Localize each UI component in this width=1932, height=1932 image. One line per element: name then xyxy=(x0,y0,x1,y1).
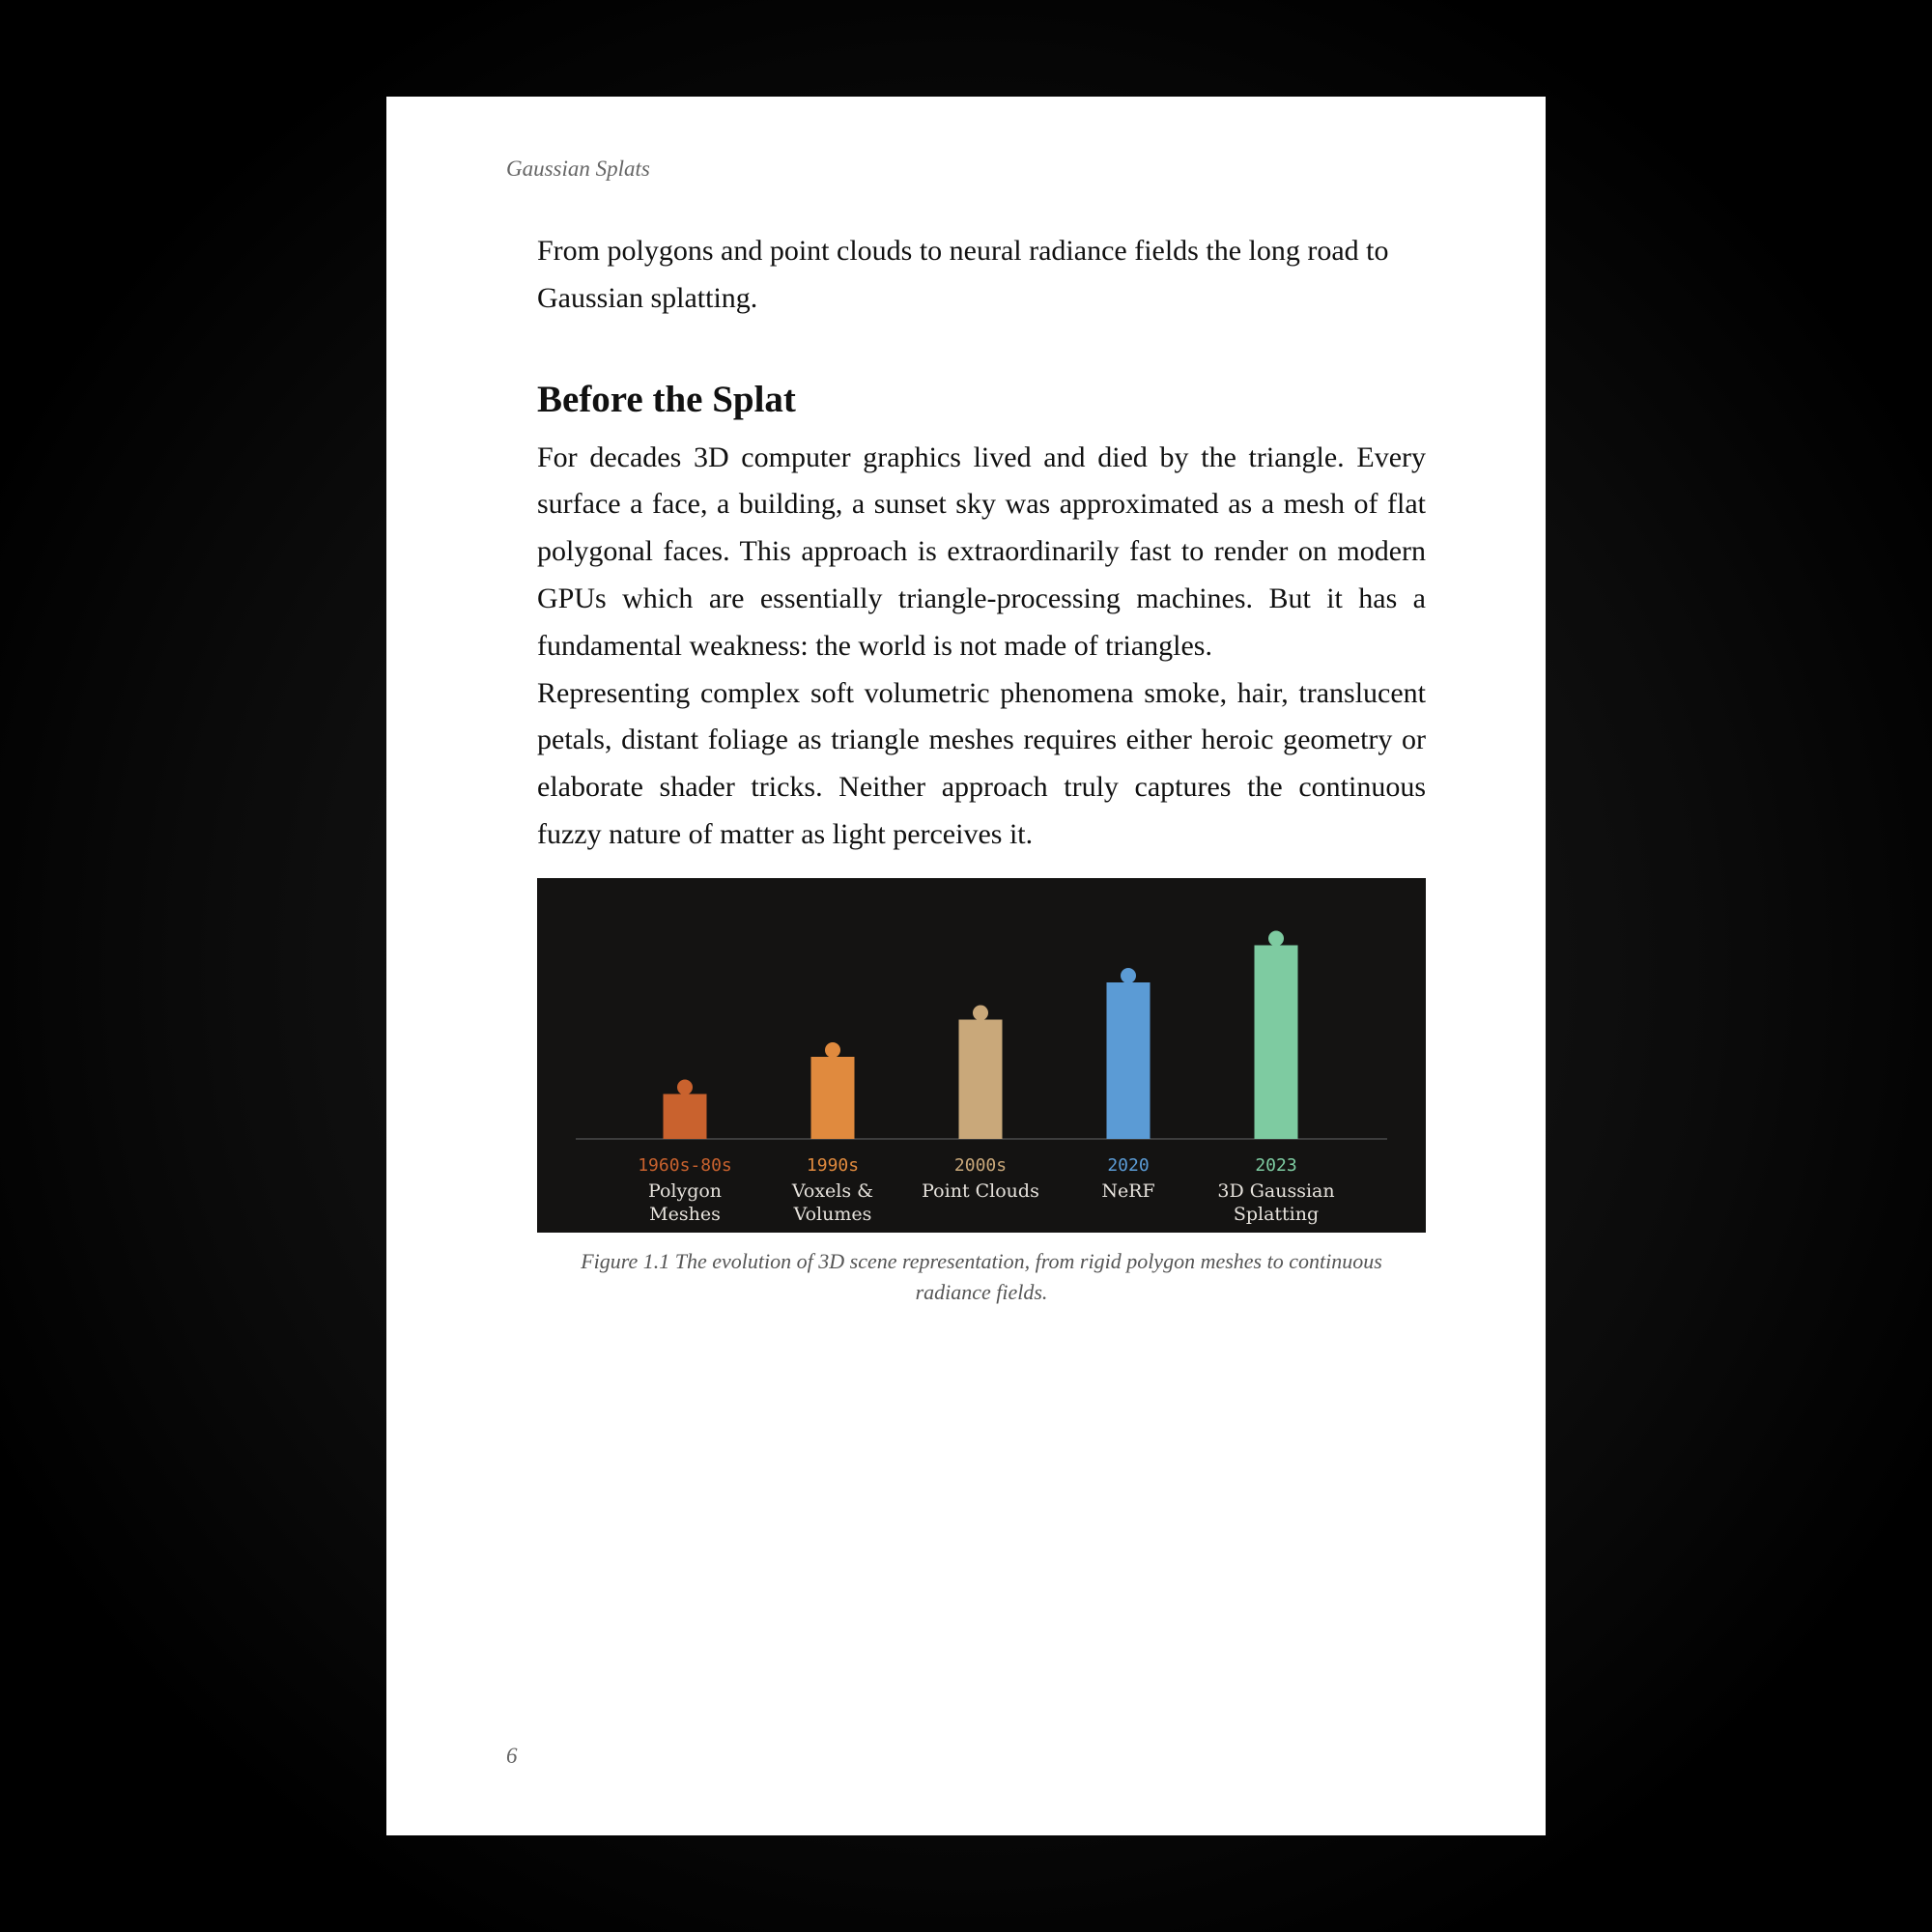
chart-tick-label: 2023 xyxy=(1255,1154,1297,1176)
chart-bar-marker xyxy=(825,1042,840,1058)
chart-canvas xyxy=(537,878,1426,1233)
figure-caption: Figure 1.1 The evolution of 3D scene representation, from rigid polygon meshes to continuous radiance fields. xyxy=(581,1248,1382,1304)
body-paragraph-2: Representing complex soft volumetric phenomena smoke, hair, translucent petals, distant foliage as triangle meshes requires either heroic geometry or elaborate shader tricks. Neither approach truly captures the continuous fuzzy nature of matter as light perceives it. xyxy=(537,676,1426,850)
intro-paragraph: From polygons and point clouds to neural radiance fields the long road to Gaussian splatting. xyxy=(537,235,1389,314)
section-heading: Before the Splat xyxy=(537,378,796,420)
chart-tick-label: 2000s xyxy=(953,1154,1008,1176)
page-content xyxy=(537,228,1426,1308)
body-paragraph-1: For decades 3D computer graphics lived and died by the triangle. Every surface a face, a building, a sunset sky was approximated as a mesh of flat polygonal faces. This approach is extraordinarily fast to render on modern GPUs which are essentially triangle-processing machines. But it has a fundamental weakness: the world is not made of triangles. xyxy=(537,440,1426,662)
chart-bar-marker xyxy=(973,1005,988,1020)
chart-tick-label: 1960s-80s xyxy=(638,1154,732,1176)
chart-category-name: Volumes xyxy=(793,1203,872,1225)
chart-category-name: Point Clouds xyxy=(922,1179,1039,1202)
chart-tick-label: 1990s xyxy=(806,1154,860,1176)
chart-bar xyxy=(811,1057,855,1139)
evolution-chart xyxy=(537,878,1426,1233)
chart-bar xyxy=(1255,945,1298,1139)
chart-bar xyxy=(1107,982,1151,1139)
chart-category-name: Voxels & xyxy=(791,1179,874,1202)
chart-category-name: NeRF xyxy=(1101,1179,1155,1202)
chart-category-name: Polygon xyxy=(647,1179,723,1202)
running-header: Gaussian Splats xyxy=(506,156,650,181)
document-page xyxy=(386,97,1546,1835)
chart-tick-label: 2020 xyxy=(1107,1154,1150,1176)
chart-bar-marker xyxy=(1121,968,1136,983)
chart-bar-marker xyxy=(677,1079,693,1094)
chart-bar-marker xyxy=(1268,930,1284,946)
chart-category-name: Meshes xyxy=(649,1203,721,1225)
chart-bar xyxy=(959,1019,1003,1139)
chart-category-name: Splatting xyxy=(1233,1203,1320,1225)
page-number: 6 xyxy=(506,1744,518,1768)
chart-bar xyxy=(664,1094,707,1139)
chart-category-name: 3D Gaussian xyxy=(1217,1179,1335,1202)
